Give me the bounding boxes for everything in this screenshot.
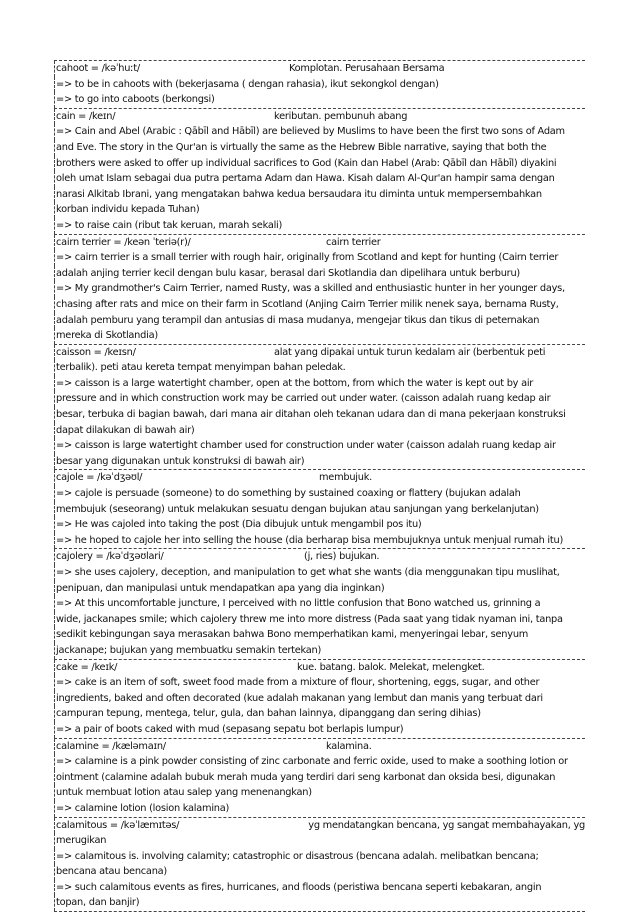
entry-meaning: (j, ries) bujukan. bbox=[304, 549, 379, 565]
entry-header bbox=[54, 235, 585, 251]
entry-text-line: adalah pemburu yang terampil dan antusias di masa mudanya, mengejar tikus dan tikus di peternakan bbox=[54, 313, 585, 329]
entry-text-line: chasing after rats and mice on their farm in Scotland (Anjing Cairn Terrier milik nenek saya, bernama Rusty, bbox=[54, 297, 585, 313]
entry-text-line: => cake is an item of soft, sweet food made from a mixture of flour, shortening, eggs, sugar, and other bbox=[54, 675, 585, 691]
entry-header bbox=[54, 739, 585, 755]
entry-text-line: dapat dilakukan di bawah air) bbox=[54, 423, 585, 439]
entry-header bbox=[54, 345, 585, 361]
entry-headword: cairn terrier = /keən ˈteriə(r)/ bbox=[56, 235, 326, 251]
entry-text-line: => to raise cain (ribut tak keruan, marah sekali) bbox=[54, 218, 585, 234]
entry-headword: caisson = /keɪsn/ bbox=[56, 345, 274, 361]
entry-headword: cajole = /kəˈdʒəʊl/ bbox=[56, 470, 319, 486]
entry-text-line: narasi Alkitab Ibrani, yang mengatakan bahwa kedua bersaudara itu diminta untuk mempersembahkan bbox=[54, 187, 585, 203]
entry-text-line: => caisson is large watertight chamber used for construction under water (caisson adalah ruang kedap air bbox=[54, 438, 585, 454]
entry-text-line: pressure and in which construction work may be carried out under water. (caisson adalah ruang kedap air bbox=[54, 391, 585, 407]
entry-text-line: => calamine lotion (losion kalamina) bbox=[54, 801, 585, 817]
entry-text-line: => Cain and Abel (Arabic : Qābīl and Hābīl) are believed by Muslims to have been the first two sons of Adam bbox=[54, 124, 585, 140]
dictionary-entry bbox=[54, 470, 585, 549]
entry-meaning: membujuk. bbox=[319, 470, 372, 486]
entry-meaning: Komplotan. Perusahaan Bersama bbox=[289, 61, 444, 77]
entry-text-line: topan, dan banjir) bbox=[54, 895, 585, 911]
entry-text-line: ingredients, baked and often decorated (kue adalah makanan yang lembut dan manis yang terbuat dari bbox=[54, 691, 585, 707]
entry-text-line: besar yang digunakan untuk konstruksi di bawah air) bbox=[54, 454, 585, 470]
entry-text-line: => caisson is a large watertight chamber, open at the bottom, from which the water is kept out by air bbox=[54, 376, 585, 392]
entry-text-line: untuk membuat lotion atau salep yang menenangkan) bbox=[54, 785, 585, 801]
dictionary-entry bbox=[54, 739, 585, 818]
entry-text-line: => At this uncomfortable juncture, I perceived with no little confusion that Bono watched us, grinning a bbox=[54, 596, 585, 612]
dictionary-entry bbox=[54, 660, 585, 739]
dictionary-document bbox=[54, 60, 585, 912]
entry-text-line: oleh umat Islam sebagai dua putra pertama Adam dan Hawa. Kisah dalam Al-Qur'an hampir sama dengan bbox=[54, 171, 585, 187]
entry-headword: cain = /keɪn/ bbox=[56, 109, 274, 125]
entry-text-line: ointment (calamine adalah bubuk merah muda yang terdiri dari seng karbonat dan oksida besi, digunakan bbox=[54, 770, 585, 786]
entry-headword: cahoot = /kəˈhuːt/ bbox=[56, 61, 289, 77]
entry-text-line: campuran tepung, mentega, telur, gula, dan bahan lainnya, dipanggang dan sering dihias) bbox=[54, 706, 585, 722]
entry-text-line: => to be in cahoots with (bekerjasama ( dengan rahasia), ikut sekongkol dengan) bbox=[54, 77, 585, 93]
entry-text-line: => He was cajoled into taking the post (Dia dibujuk untuk mengambil pos itu) bbox=[54, 517, 585, 533]
dictionary-entry bbox=[54, 549, 585, 659]
entry-text-line: => a pair of boots caked with mud (sepasang sepatu bot berlapis lumpur) bbox=[54, 722, 585, 738]
entry-header bbox=[54, 61, 585, 77]
entry-meaning: keributan. pembunuh abang bbox=[274, 109, 407, 125]
entry-text-line: bencana atau bencana) bbox=[54, 864, 585, 880]
dictionary-entry bbox=[54, 818, 585, 912]
entry-text-line: => he hoped to cajole her into selling the house (dia berharap bisa membujuknya untuk menjual rumah itu) bbox=[54, 533, 585, 549]
entry-text-line: and Eve. The story in the Qur'an is virtually the same as the Hebrew Bible narrative, saying that both the bbox=[54, 140, 585, 156]
entry-headword: calamine = /kæləmaɪn/ bbox=[56, 739, 326, 755]
entry-header bbox=[54, 549, 585, 565]
entry-meaning: cairn terrier bbox=[326, 235, 381, 251]
dictionary-entry bbox=[54, 60, 585, 109]
entry-text-line: => she uses cajolery, deception, and manipulation to get what she wants (dia menggunakan tipu muslihat, bbox=[54, 565, 585, 581]
entry-text-line: => such calamitous events as fires, hurricanes, and floods (peristiwa bencana seperti kebakaran, angin bbox=[54, 880, 585, 896]
entry-header bbox=[54, 818, 585, 834]
entry-text-line: sedikit kebingungan saya merasakan bahwa Bono memperhatikan kami, menyeringai lebar, senyum bbox=[54, 627, 585, 643]
entry-meaning: kalamina. bbox=[326, 739, 372, 755]
entry-text-line: wide, jackanapes smile; which cajolery threw me into more distress (Pada saat yang tidak nyaman ini, tanpa bbox=[54, 612, 585, 628]
entry-text-line: jackanape; bujukan yang membuatku semakin tertekan) bbox=[54, 643, 585, 659]
entry-meaning: kue. batang. balok. Melekat, melengket. bbox=[297, 660, 485, 676]
entry-text-line: mereka di Skotlandia) bbox=[54, 328, 585, 344]
entry-text-line: terbalik). peti atau kereta tempat menyimpan bahan peledak. bbox=[54, 360, 585, 376]
entry-header bbox=[54, 109, 585, 125]
entry-text-line: => cairn terrier is a small terrier with rough hair, originally from Scotland and kept for hunting (Cairn terrier bbox=[54, 250, 585, 266]
entry-text-line: => calamine is a pink powder consisting of zinc carbonate and ferric oxide, used to make a soothing lotion or bbox=[54, 754, 585, 770]
entry-text-line: merugikan bbox=[54, 833, 585, 849]
entry-meaning: alat yang dipakai untuk turun kedalam air (berbentuk peti bbox=[274, 345, 545, 361]
dictionary-entry bbox=[54, 345, 585, 471]
entry-text-line: korban individu kepada Tuhan) bbox=[54, 202, 585, 218]
entry-text-line: => My grandmother's Cairn Terrier, named Rusty, was a skilled and enthusiastic hunter in her younger days, bbox=[54, 281, 585, 297]
entry-text-line: adalah anjing terrier kecil dengan bulu kasar, berasal dari Skotlandia dan dipelihara untuk berburu) bbox=[54, 266, 585, 282]
entry-meaning: yg mendatangkan bencana, yg sangat membahayakan, yg bbox=[308, 818, 585, 834]
entry-header bbox=[54, 660, 585, 676]
entry-text-line: brothers were asked to offer up individual sacrifices to God (Kain dan Habel (Arab: Qābīl dan Hābīl) diyakini bbox=[54, 156, 585, 172]
entry-text-line: => cajole is persuade (someone) to do something by sustained coaxing or flattery (bujukan adalah bbox=[54, 486, 585, 502]
dictionary-entry bbox=[54, 109, 585, 235]
entry-header bbox=[54, 470, 585, 486]
dictionary-entry bbox=[54, 235, 585, 345]
entry-headword: calamitous = /kəˈlæmɪtəs/ bbox=[56, 818, 308, 834]
entry-text-line: => calamitous is. involving calamity; catastrophic or disastrous (bencana adalah. melibatkan bencana; bbox=[54, 849, 585, 865]
entry-text-line: membujuk (seseorang) untuk melakukan sesuatu dengan bujukan atau sanjungan yang berkelanjutan) bbox=[54, 502, 585, 518]
entry-text-line: besar, terbuka di bagian bawah, dari mana air ditahan oleh tekanan udara dan di mana pekerjaan konstruksi bbox=[54, 407, 585, 423]
entry-headword: cajolery = /kəˈdʒəʊlari/ bbox=[56, 549, 304, 565]
entry-text-line: penipuan, dan manipulasi untuk mendapatkan apa yang dia inginkan) bbox=[54, 581, 585, 597]
entry-headword: cake = /keɪk/ bbox=[56, 660, 297, 676]
entry-text-line: => to go into caboots (berkongsi) bbox=[54, 92, 585, 108]
